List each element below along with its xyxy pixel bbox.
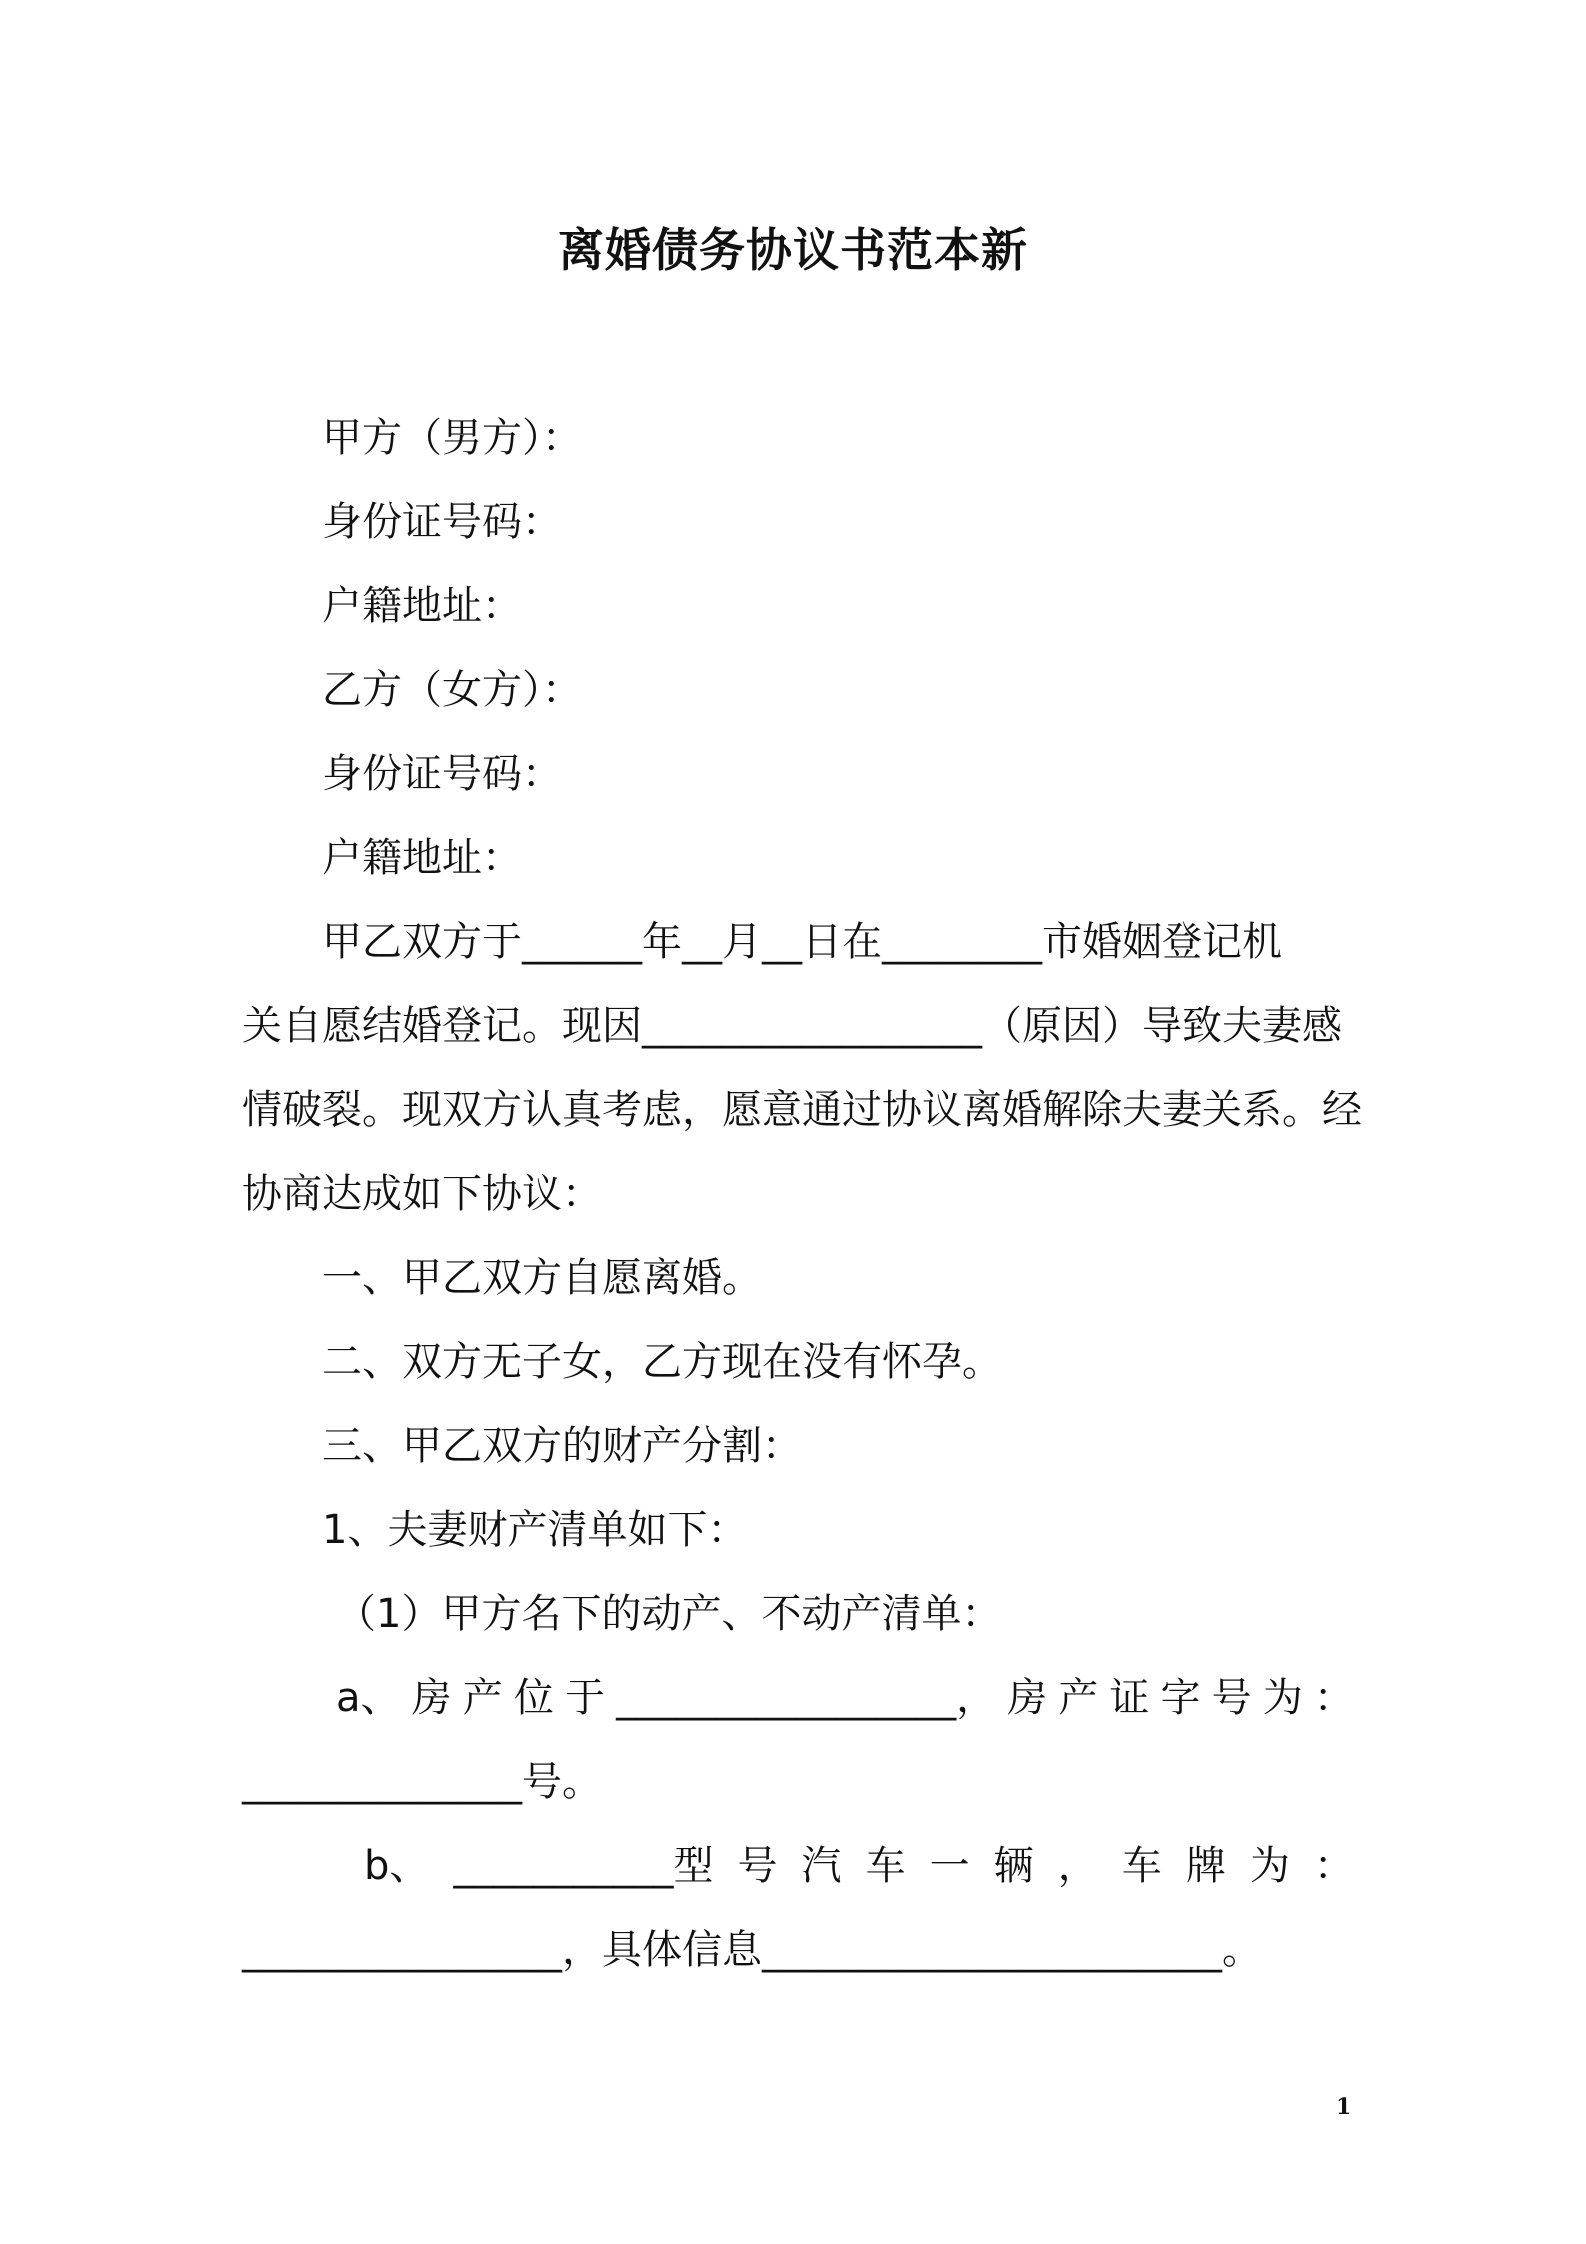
item-b-token: ， xyxy=(1057,1843,1098,1889)
item-b-token: 辆 xyxy=(993,1843,1034,1889)
item-a-token: a、 xyxy=(336,1675,401,1721)
item-a-token: ： xyxy=(1313,1675,1354,1721)
party-a-address-label: 户籍地址： xyxy=(322,583,522,629)
item-a-token: 位 xyxy=(513,1675,554,1721)
party-b-id-label: 身份证号码： xyxy=(322,751,562,797)
item-a-token: 房 xyxy=(411,1675,452,1721)
clause-2: 二、双方无子女，乙方现在没有怀孕。 xyxy=(322,1339,1002,1385)
item-b-token: b、 xyxy=(364,1843,430,1889)
preamble-line-1: 甲乙双方于______年__月__日在________市婚姻登记机 xyxy=(322,919,1282,965)
item-b-token: 牌 xyxy=(1185,1843,1226,1889)
item-a-line-1 xyxy=(336,1672,1354,1724)
item-a-token: 产 xyxy=(462,1675,503,1721)
item-a-token: 于 xyxy=(564,1675,605,1721)
item-b-token: 汽 xyxy=(801,1843,842,1889)
item-b-token: 车 xyxy=(1121,1843,1162,1889)
preamble-line-4: 协商达成如下协议： xyxy=(242,1171,602,1217)
clause-1: 一、甲乙双方自愿离婚。 xyxy=(322,1255,762,1301)
item-b-token: ___________型 xyxy=(453,1843,714,1889)
party-b-label: 乙方（女方）： xyxy=(322,667,582,713)
item-b-token: 车 xyxy=(865,1843,906,1889)
party-a-label: 甲方（男方）： xyxy=(322,415,582,461)
item-a-line-2: ______________号。 xyxy=(242,1759,602,1805)
preamble-line-2: 关自愿结婚登记。现因_________________（原因）导致夫妻感 xyxy=(242,1003,1342,1049)
item-a-token: 产 xyxy=(1058,1675,1099,1721)
clause-3: 三、甲乙双方的财产分割： xyxy=(322,1423,802,1469)
sub-item-heading: （1）甲方名下的动产、不动产清单： xyxy=(336,1591,1002,1637)
subsection-heading: 1、夫妻财产清单如下： xyxy=(322,1507,748,1553)
item-b-line-2: ________________，具体信息_______________________。 xyxy=(242,1927,1262,1973)
item-b-token: 一 xyxy=(929,1843,970,1889)
party-a-id-label: 身份证号码： xyxy=(322,499,562,545)
item-b-line-1 xyxy=(364,1840,1354,1892)
item-a-token: 证 xyxy=(1109,1675,1150,1721)
item-b-token: 号 xyxy=(737,1843,778,1889)
item-a-token: 号 xyxy=(1211,1675,1252,1721)
item-a-token: _________________， xyxy=(616,1675,997,1721)
item-a-token: 字 xyxy=(1160,1675,1201,1721)
item-a-token: 房 xyxy=(1007,1675,1048,1721)
item-b-token: 为 xyxy=(1249,1843,1290,1889)
preamble-line-3: 情破裂。现双方认真考虑，愿意通过协议离婚解除夫妻关系。经 xyxy=(242,1087,1362,1133)
party-b-address-label: 户籍地址： xyxy=(322,835,522,881)
document-title: 离婚债务协议书范本新 xyxy=(558,223,1028,277)
item-b-token: ： xyxy=(1313,1843,1354,1889)
page-number: 1 xyxy=(1336,2094,1352,2120)
item-a-token: 为 xyxy=(1262,1675,1303,1721)
